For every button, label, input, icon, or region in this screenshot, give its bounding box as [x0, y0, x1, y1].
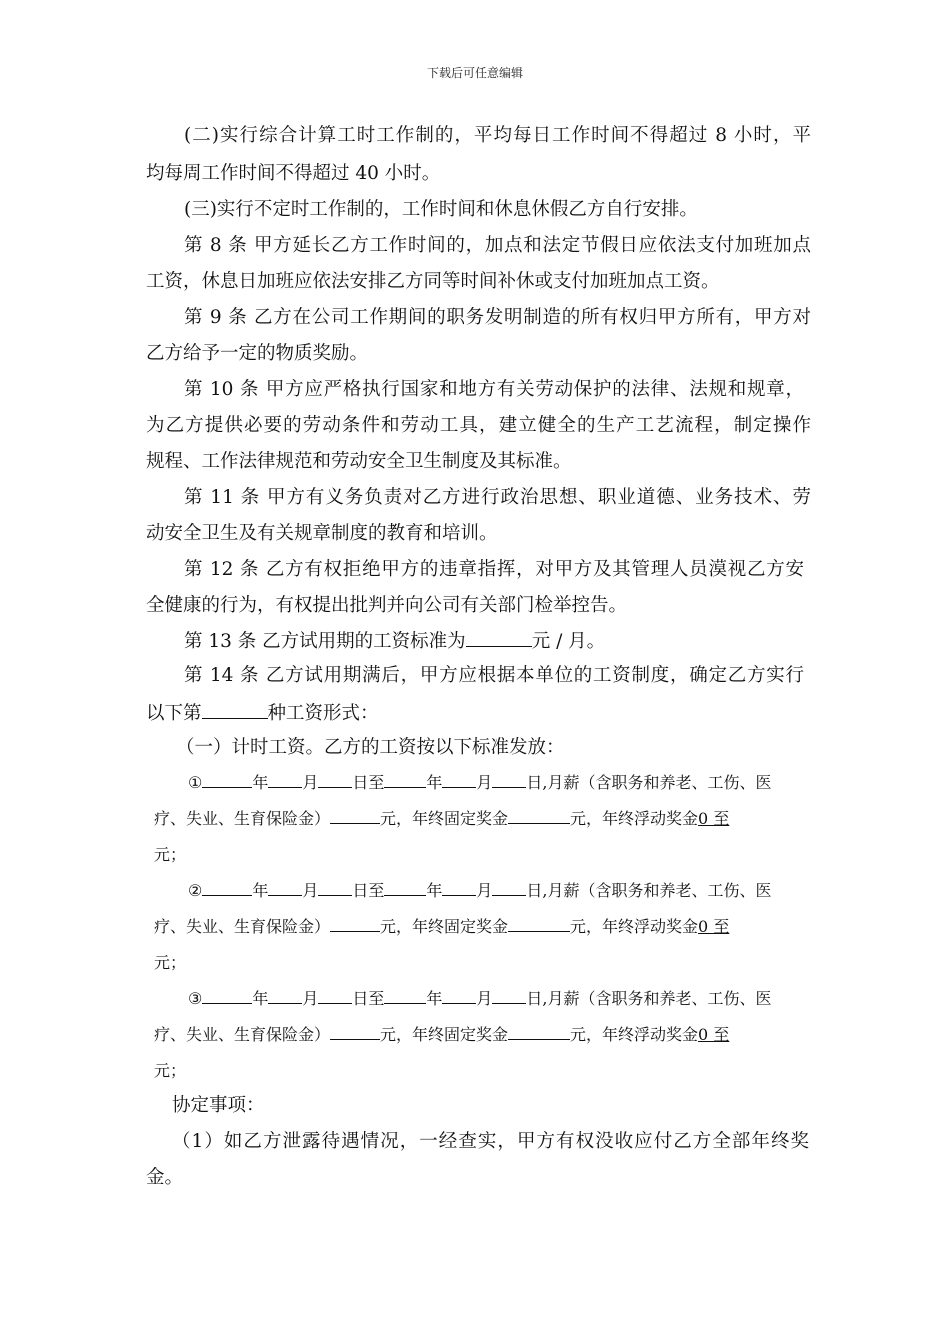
section-heading: 协定事项： — [172, 1095, 265, 1116]
text-segment: 元，年终浮动奖金 — [570, 917, 699, 936]
fill-blank — [202, 772, 252, 788]
text-segment: 日至 — [352, 773, 385, 792]
salary-item-line — [188, 880, 809, 902]
text-segment: 日,月薪（含职务和养老、工伤、医 — [526, 773, 772, 792]
paragraph-line: 第 9 条 乙方在公司工作期间的职务发明制造的所有权归甲方所有，甲方对 — [184, 307, 811, 328]
salary-item-line: 元； — [154, 953, 187, 972]
fill-blank — [384, 988, 426, 1004]
text-segment: 疗、失业、生育保险金） — [154, 809, 331, 828]
paragraph-line: （一）计时工资。乙方的工资按以下标准发放： — [176, 737, 565, 758]
paragraph-line: 全健康的行为，有权提出批判并向公司有关部门检举控告。 — [146, 595, 628, 616]
paragraph-line: 动安全卫生及有关规章制度的教育和培训。 — [146, 523, 498, 544]
fill-blank — [268, 988, 302, 1004]
fill-blank — [492, 880, 526, 896]
text-segment: 元，年终浮动奖金 — [570, 1025, 699, 1044]
fill-blank — [330, 916, 380, 932]
text-segment: 以下第 — [146, 703, 202, 724]
text-segment: 元 / 月。 — [531, 631, 606, 652]
text-segment: 日,月薪（含职务和养老、工伤、医 — [526, 989, 772, 1008]
item-marker: ③ — [188, 989, 203, 1008]
fill-blank — [442, 772, 476, 788]
fill-blank — [202, 700, 268, 719]
salary-item-line — [154, 808, 809, 830]
text-segment: 年 — [426, 989, 443, 1008]
text-segment: 日至 — [352, 989, 385, 1008]
paragraph-line: 均每周工作时间不得超过 40 小时。 — [146, 163, 441, 184]
fill-blank — [202, 880, 252, 896]
item-marker: ① — [188, 773, 203, 792]
fill-blank — [330, 808, 380, 824]
paragraph-line: 第 14 条 乙方试用期满后，甲方应根据本单位的工资制度，确定乙方实行 — [184, 665, 804, 686]
paragraph-line: 第 10 条 甲方应严格执行国家和地方有关劳动保护的法律、法规和规章， — [184, 379, 804, 400]
paragraph-line: 规程、工作法律规范和劳动安全卫生制度及其标准。 — [146, 451, 572, 472]
fill-blank — [442, 988, 476, 1004]
fill-blank — [202, 988, 252, 1004]
salary-item-line — [188, 988, 809, 1010]
text-segment: 月 — [302, 773, 319, 792]
text-segment: 日,月薪（含职务和养老、工伤、医 — [526, 881, 772, 900]
salary-item-line: 元； — [154, 845, 187, 864]
text-segment: 日至 — [352, 881, 385, 900]
text-segment: 种工资形式： — [267, 703, 379, 724]
paragraph-line: (三)实行不定时工作制的，工作时间和休息休假乙方自行安排。 — [184, 199, 698, 220]
fill-blank — [492, 988, 526, 1004]
float-range: 0 至 — [698, 1025, 730, 1044]
fill-blank — [442, 880, 476, 896]
fill-blank — [318, 772, 352, 788]
page-header: 下载后可任意编辑 — [426, 66, 523, 80]
text-segment: 第 13 条 乙方试用期的工资标准为 — [184, 631, 466, 652]
text-segment: 年 — [426, 773, 443, 792]
text-segment: 疗、失业、生育保险金） — [154, 917, 331, 936]
paragraph-line — [146, 700, 811, 726]
salary-item-line — [188, 772, 809, 794]
paragraph-line: 第 8 条 甲方延长乙方工作时间的，加点和法定节假日应依法支付加班加点 — [184, 235, 811, 256]
paragraph-line: 为乙方提供必要的劳动条件和劳动工具，建立健全的生产工艺流程，制定操作 — [146, 415, 811, 436]
paragraph-line: （1）如乙方泄露待遇情况，一经查实，甲方有权没收应付乙方全部年终奖 — [172, 1131, 809, 1152]
fill-blank — [268, 772, 302, 788]
salary-item-line — [154, 916, 809, 938]
text-segment: 元，年终浮动奖金 — [570, 809, 699, 828]
text-segment: 月 — [476, 989, 493, 1008]
text-segment: 元，年终固定奖金 — [380, 917, 509, 936]
fill-blank — [508, 808, 570, 824]
paragraph-line — [184, 628, 849, 654]
salary-item-line: 元； — [154, 1061, 187, 1080]
fill-blank — [466, 628, 532, 647]
fill-blank — [508, 916, 570, 932]
text-segment: 年 — [252, 881, 269, 900]
fill-blank — [492, 772, 526, 788]
text-segment: 月 — [476, 773, 493, 792]
paragraph-line: 工资，休息日加班应依法安排乙方同等时间补休或支付加班加点工资。 — [146, 271, 720, 292]
fill-blank — [318, 988, 352, 1004]
text-segment: 疗、失业、生育保险金） — [154, 1025, 331, 1044]
text-segment: 月 — [302, 989, 319, 1008]
fill-blank — [508, 1024, 570, 1040]
fill-blank — [318, 880, 352, 896]
float-range: 0 至 — [698, 917, 730, 936]
fill-blank — [384, 772, 426, 788]
paragraph-line: 金。 — [146, 1167, 184, 1188]
text-segment: 年 — [252, 773, 269, 792]
text-segment: 月 — [302, 881, 319, 900]
fill-blank — [330, 1024, 380, 1040]
paragraph-line: 第 12 条 乙方有权拒绝甲方的违章指挥，对甲方及其管理人员漠视乙方安 — [184, 559, 804, 580]
text-segment: 元，年终固定奖金 — [380, 1025, 509, 1044]
item-marker: ② — [188, 881, 203, 900]
text-segment: 年 — [252, 989, 269, 1008]
paragraph-line: 第 11 条 甲方有义务负责对乙方进行政治思想、职业道德、业务技术、劳 — [184, 487, 811, 508]
float-range: 0 至 — [698, 809, 730, 828]
text-segment: 年 — [426, 881, 443, 900]
salary-item-line — [154, 1024, 809, 1046]
fill-blank — [384, 880, 426, 896]
fill-blank — [268, 880, 302, 896]
paragraph-line: 乙方给予一定的物质奖励。 — [146, 343, 369, 364]
text-segment: 元，年终固定奖金 — [380, 809, 509, 828]
text-segment: 月 — [476, 881, 493, 900]
paragraph-line: (二)实行综合计算工时工作制的，平均每日工作时间不得超过 8 小时，平 — [184, 125, 811, 146]
